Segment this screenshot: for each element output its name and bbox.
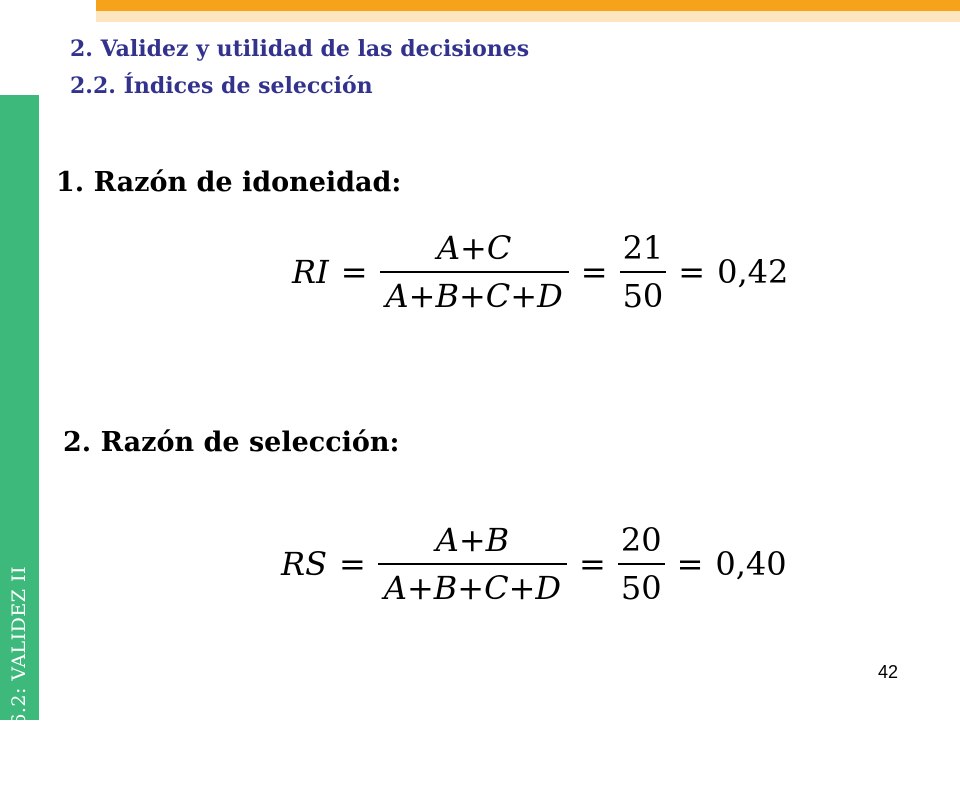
equals-sign: = <box>676 545 704 583</box>
heading-razon-seleccion: 2. Razón de selección: <box>63 427 400 458</box>
formula-ri-value-denominator: 50 <box>620 271 667 315</box>
page-number: 42 <box>878 662 899 682</box>
formula-ri-denominator: A+B+C+D <box>380 271 569 315</box>
formula-rs-denominator: A+B+C+D <box>378 563 567 607</box>
equals-sign: = <box>579 545 606 583</box>
formula-rs-result: 0,40 <box>715 545 787 583</box>
slide-subtitle: 2.2. Índices de selección <box>70 73 373 99</box>
heading-razon-idoneidad: 1. Razón de idoneidad: <box>56 167 402 198</box>
equals-sign: = <box>580 253 608 291</box>
sidebar <box>0 95 39 794</box>
formula-ri-result: 0,42 <box>717 253 789 291</box>
formula-ri-lhs: RI <box>292 253 329 291</box>
equals-sign: = <box>340 253 368 291</box>
formula-ri-numeric-fraction <box>620 229 667 315</box>
formula-rs-numeric-fraction <box>618 521 665 607</box>
formula-rs-numerator: A+B <box>435 521 510 559</box>
formula-ri-numerator: A+C <box>436 229 512 267</box>
formula-ri <box>292 229 788 315</box>
formula-ri-value-numerator: 21 <box>622 229 664 267</box>
formula-rs-value-numerator: 20 <box>620 521 662 559</box>
header-accent-bar-light <box>96 11 960 22</box>
formula-rs-lhs: RS <box>281 545 328 583</box>
formula-rs <box>281 521 787 607</box>
formula-rs-value-denominator: 50 <box>618 563 665 607</box>
equals-sign: = <box>339 545 366 583</box>
formula-rs-symbolic-fraction <box>378 521 567 607</box>
formula-ri-symbolic-fraction <box>380 229 569 315</box>
slide-title: 2. Validez y utilidad de las decisiones <box>70 36 530 62</box>
equals-sign: = <box>678 253 706 291</box>
header-accent-bar <box>96 0 960 11</box>
sidebar-label: TEMA 6.2: VALIDEZ II <box>8 565 30 794</box>
